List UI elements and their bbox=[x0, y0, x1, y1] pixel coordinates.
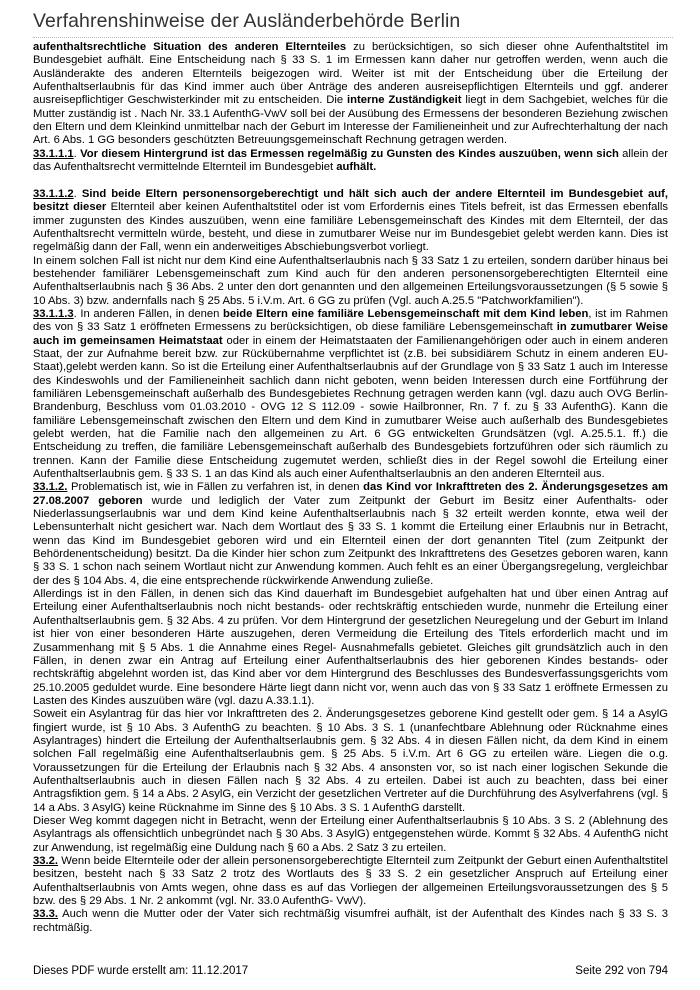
text-run: , ist im Rahmen des von § 33 Satz 1 eröffneten Ermessens zu berücksichtigen, ob diese familiäre Lebensgemeinschaft bbox=[33, 307, 668, 334]
text-run: Dieser Weg kommt dagegen nicht in Betracht, wenn der Erteilung einer Aufenthaltserlaubnis § 10 Abs. 3 S. 2 (Ablehnung des Asylantrags als offensichtlich unbegründet nach § 30 Abs. 3 AsylG) entgegenstehen würde. Kommt § 32 Abs. 4 AufenthG nicht zur Anwendung, ist regelmäßig eine Duldung nach § 60 a Abs. 2 Satz 3 zu erteilen. bbox=[33, 814, 668, 854]
bold-text: beide Eltern eine familiäre Lebensgemeinschaft mit dem Kind leben bbox=[223, 307, 589, 320]
paragraph bbox=[33, 908, 668, 935]
text-run: Soweit ein Asylantrag für das hier vor Inkrafttreten des 2. Änderungsgesetzes geborene Kind gestellt oder gem. § 14 a AsylG fingiert wurde, ist § 10 Abs. 3 AufenthG zu beachten. § 10 Abs. 3 S. 1 (unanfechtbare Ablehnung oder Rücknahme eines Asylantrages) hindert die Erteilung der Aufenthaltserlaubnis gem. § 32 Abs. 4 in diesen Fällen nicht, da dem Kind in einem solchen Fall regelmäßig eine Aufenthaltserlaubnis gem. § 25 Abs. 5 i.V.m. Art 6 GG zu erteilen wäre. Liegen die o.g. Voraussetzungen für die Erteilung der Erlaubnis nach § 32 Abs. 4 ansonsten vor, so ist nach einer logischen Sekunde die Aufenthaltserlaubnis auch in diesen Fällen nach § 32 Abs. 4 zu erteilen. Dabei ist auch zu beachten, dass bei einer Antragsfiktion gem. § 14 a Abs. 2 AsylG, ein Verzicht der gesetzlichen Vertreter auf die Durchführung des Asylverfahrens (vgl. § 14 a Abs. 3 AsylG) keine Rücknahme im Sinne des § 10 Abs. 3 S. 1 AufenthG darstellt. bbox=[33, 708, 668, 814]
text-run: allein der das Aufenthaltsrecht vermittelnde Elternteil im Bundesgebiet bbox=[33, 147, 668, 174]
document-title: Verfahrenshinweise der Ausländerbehörde Berlin bbox=[33, 10, 461, 32]
text-run: Allerdings ist in den Fällen, in denen sich das Kind dauerhaft im Bundesgebiet aufgehalten hat und über einen Antrag auf Erteilung einer Aufenthaltserlaubnis noch nicht bestands- oder rechtskräftig entschieden wurde, nunmehr die Erteilung einer Aufenthaltserlaubnis gem. § 32 Abs. 4 zu prüfen. Vor dem Hintergrund der gesetzlichen Neuregelung und der Geburt im Inland ist hier von einer besonderen Härte auszugehen, deren Vermeidung die Erteilung des Titels erforderlich macht und im Zusammenhang mit § 5 Abs. 1 die Annahme eines Regel- Ausnahmefalls gebietet. Gleiches gilt grundsätzlich auch in den Fällen, in denen zwar ein Antrag auf Erteilung einer Aufenthaltserlaubnis des hier geborenen Kindes bestands- oder rechtskräftig abgelehnt worden ist, das Kind aber vor dem Hintergrund des Beschlusses des Bundesverfassungsgerichts vom 25.10.2005 geduldet wurde. Eine besondere Härte liegt dann nicht vor, wenn auch das von § 33 Satz 1 eröffnete Ermessen zu Lasten des Kindes auszuüben wäre (vgl. dazu A.33.1.1). bbox=[33, 588, 668, 707]
bold-text: aufhält. bbox=[336, 161, 377, 174]
created-date-note: Dieses PDF wurde erstellt am: 11.12.2017 bbox=[33, 965, 249, 977]
text-run: wurde und lediglich der Vater zum Zeitpunkt der Geburt im Besitz einer Aufenthalts- oder Niederlassungserlaubnis war und dem Kind keine Aufenthaltserlaubnis nach § 32 erteilt werden konnte, etwa weil der Lebensunterhalt nicht gesichert war. Nach dem Wortlaut des § 33 S. 1 kommt die Erteilung einer Erlaubnis nur in Betracht, wenn das Kind im Bundesgebiet geboren wird und ein Elternteil einen der dort genannten Titel (zum Zeitpunkt der Behördenentscheidung) besitzt. Da die Kinder hier schon zum Zeitpunkt des Inkrafttretens des Gesetzes geboren waren, kann § 33 S. 1 schon nach seinem Wortlaut nicht zur Anwendung kommen. Auch fehlt es an einer Übergangsregelung, vergleichbar der des § 104 Abs. 4, die eine entsprechende rückwirkende Anwendung zuließe. bbox=[33, 494, 668, 587]
page-header bbox=[33, 8, 673, 38]
paragraph bbox=[33, 41, 668, 148]
section-number: 33.2. bbox=[33, 855, 59, 868]
text-run: Elternteil aber keinen Aufenthaltstitel oder ist vom Erfordernis eines Titels befreit, ist das Ermessen ebenfalls immer zugunsten des Kindes auszuüben, wenn eine familiäre Lebensgemeinschaft des Kindes mit dem Elternteil, der das Aufenthaltsrecht vermitteln würde, besteht, und diese in zumutbarer Weise nur im Bundesgebiet gelebt werden kann. Dies ist regelmäßig dann der Fall, wenn ein anderweitiges Abschiebungsverbot vorliegt. bbox=[33, 201, 668, 254]
bold-text: Vor diesem Hintergrund ist das Ermessen regelmäßig zu Gunsten des Kindes auszuüben, wenn sich bbox=[80, 147, 619, 160]
text-run: zu berücksichtigen, so sich dieser ohne Aufenthaltstitel im Bundesgebiet aufhält. Eine Entscheidung nach § 33 S. 1 im Ermessen kann daher nur getroffen werden, wenn auch die Ausländerakte des anderen Elternteils beigezogen wird. Weiter ist mit der Entscheidung über die Erteilung der Aufenthaltserlaubnis für das Kind immer auch über Anträge des anderen ausreisepflichtigen Elternteils und ggf. anderer ausreisepflichtiger Geschwisterkinder mit zu entscheiden. Die bbox=[33, 41, 668, 107]
section-number: 33.1.2. bbox=[33, 481, 68, 494]
text-run: . bbox=[73, 187, 82, 200]
text-run: In einem solchen Fall ist nicht nur dem Kind eine Aufenthaltserlaubnis nach § 33 Satz 1 zu erteilen, sondern darüber hinaus bei bestehender familiärer Lebensgemeinschaft zum Kind auch für den anderen personensorgeberechtigten Elternteil eine Aufenthaltserlaubnis nach § 36 Abs. 2 unter den dort genannten und den allgemeinen Erteilungsvoraussetzungen (§ 5 sowie § 10 Abs. 3) bzw. andernfalls nach § 25 Abs. 5 i.V.m. Art. 6 GG zu prüfen (Vgl. auch A.25.5 "Patchworkfamilien"). bbox=[33, 254, 668, 307]
text-run: oder in einem der Heimatstaaten der Familienangehörigen oder auch in einem anderen Staat, der zur Aufnahme bereit bzw. zur Rückübernahme verpflichtet ist (z.B. bei subsidiärem Schutz in einem anderen EU-Staat),gelebt werden kann. So ist die Erteilung einer Aufenthaltserlaubnis auf der Grundlage von § 33 Satz 1 auch im Interesse des Kindeswohls und der Familieneinheit sachlich dann nicht geboten, wenn beiden Interessen durch eine Fortführung der familiären Lebensgemeinschaft außerhalb des Bundesgebietes Rechnung getragen werden kann (vgl. dazu auch OVG Berlin-Brandenburg, Beschluss vom 01.03.2010 - OVG 12 S 112.09 - sowie Hailbronner, Rn. 7 f. zu § 33 AufenthG). Kann die familiäre Lebensgemeinschaft zwischen den Eltern und dem Kind in zumutbarer Weise auch außerhalb des Bundesgebietes gelebt werden, hat die Familie nach den allgemeinen zu Art. 6 GG entwickelten Grundsätzen (vgl. A.25.5.1. ff.) die Entscheidung zu treffen, die familiäre Lebensgemeinschaft außerhalb des Bundesgebiets fortzuführen oder sich räumlich zu trennen. Kann der Familie diese Entscheidung zugemutet werden, schließt dies in der Regel sowohl die Erteilung einer Aufenthaltserlaubnis gem. § 33 S. 1 an das Kind als auch einer Aufenthaltserlaubnis an den anderen Elternteil aus. bbox=[33, 334, 669, 481]
paragraph bbox=[33, 708, 668, 815]
document-body bbox=[33, 41, 668, 935]
paragraph bbox=[33, 481, 668, 588]
section-number: 33.3. bbox=[33, 908, 59, 921]
paragraph-spacer bbox=[33, 174, 668, 187]
text-run: Problematisch ist, wie in Fällen zu verfahren ist, in denen bbox=[67, 481, 364, 494]
page-number: Seite 292 von 794 bbox=[575, 965, 668, 977]
bold-text: interne Zuständigkeit bbox=[346, 94, 462, 107]
text-run: . bbox=[73, 147, 81, 160]
bold-text: aufenthaltsrechtliche Situation des anderen Elternteiles bbox=[33, 41, 347, 53]
paragraph bbox=[33, 308, 668, 481]
page-footer bbox=[33, 965, 668, 977]
text-run: liegt in dem Sachgebiet, welches für die Mutter zuständig ist . Nach Nr. 33.1 AufenthG-VwV soll bei der Ausübung des Ermessens der besonderen Beziehung zwischen den Eltern und dem Kleinkind unmittelbar nach der Geburt im Interesse der Familieneinheit und zur Aufrechterhaltung der nach Art. 6 Abs. 1 GG besonders geschützten Betreuungsgemeinschaft Rechnung getragen werden. bbox=[33, 94, 669, 147]
section-number: 33.1.1.1 bbox=[33, 147, 74, 160]
section-number: 33.1.1.2 bbox=[33, 187, 74, 200]
bold-text: Sind beide Eltern personensorgeberechtigt und hält sich auch der andere Elternteil im Bundesgebiet auf, besitzt dieser bbox=[33, 187, 668, 214]
paragraph bbox=[33, 815, 668, 855]
paragraph bbox=[33, 188, 668, 255]
bold-text: das Kind vor Inkrafttreten des 2. Änderungsgesetzes am 27.08.2007 geboren bbox=[33, 481, 669, 507]
text-run: . In anderen Fällen, in denen bbox=[73, 307, 224, 320]
paragraph bbox=[33, 255, 668, 308]
paragraph bbox=[33, 855, 668, 908]
text-run: Auch wenn die Mutter oder der Vater sich rechtmäßig visumfrei aufhält, ist der Aufenthalt des Kindes nach § 33 S. 3 rechtmäßig. bbox=[33, 908, 668, 934]
section-number: 33.1.1.3 bbox=[33, 307, 74, 320]
bold-text: in zumutbarer Weise auch im gemeinsamen Heimatstaat bbox=[33, 321, 669, 347]
paragraph bbox=[33, 588, 668, 708]
paragraph bbox=[33, 148, 668, 175]
header-divider bbox=[33, 37, 673, 38]
text-run: Wenn beide Elternteile oder der allein personensorgeberechtigte Elternteil zum Zeitpunkt der Geburt einen Aufenthaltstitel besitzen, besteht nach § 33 Satz 2 trotz des Wortlauts des § 33 S. 2 ein gesetzlicher Anspruch auf Erteilung einer Aufenthaltserlaubnis von Amts wegen, ohne dass es auf das Vorliegen der allgemeinen Erteilungsvoraussetzungen des § 5 bzw. des § 29 Abs. 1 Nr. 2 ankommt (vgl. Nr. 33.0 AufenthG- VwV). bbox=[33, 855, 668, 908]
